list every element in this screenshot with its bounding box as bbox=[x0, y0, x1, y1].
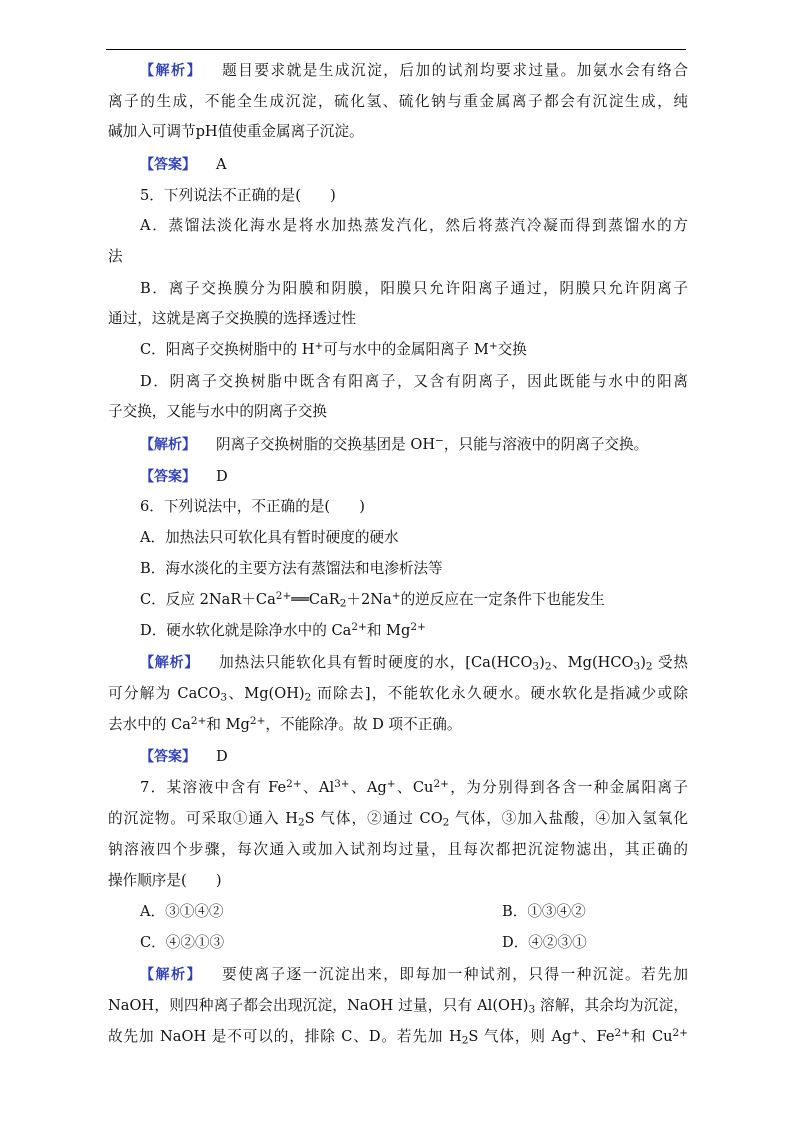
q7-analysis-line-2: NaOH，则四种离子都会出现沉淀，NaOH 过量，只有 $Al(OH)_3$ 溶解，其余均为沉淀， bbox=[108, 997, 689, 1016]
q6-analysis-line-2: 可分解为 CaCO$_3$、$Mg(OH)_2$ 而除去]，不能软化永久硬水。硬水软化是指减少或除 bbox=[108, 685, 688, 704]
q7-option-d: D．④②③① bbox=[502, 934, 587, 951]
q7-stem-line-4: 操作顺序是( ) bbox=[108, 872, 222, 889]
analysis-tag: 【解析】 bbox=[140, 655, 200, 671]
q7-stem-line-2: 的沉淀物。可采取①通入 $H_2S$ 气体，②通过 $CO_2$ 气体，③加入盐酸，④加入氢氧化 bbox=[108, 810, 688, 829]
header-rule bbox=[106, 49, 686, 50]
answer-tag: 【答案】 bbox=[140, 157, 196, 173]
answer-value: A bbox=[216, 156, 227, 173]
q7-stem-line-1: 7．某溶液中含有 $Fe^{2+}$、$Al^{3+}$、Ag+、$Cu^{2+}$，为分别得到各含一种金属阳离子 bbox=[140, 777, 688, 796]
q5-option-b-line-2: 通过，这就是离子交换膜的选择透过性 bbox=[108, 310, 357, 327]
q7-analysis-line-1: 【解析】 要使离子逐一沉淀出来，即每加一种试剂，只得一种沉淀。若先加 bbox=[140, 966, 689, 983]
q7-option-a: A．③①④② bbox=[140, 903, 224, 920]
q5-analysis: 【解析】 阴离子交换树脂的交换基团是 OH−，只能与溶液中的阴离子交换。 bbox=[140, 434, 649, 453]
q5-option-d-line-2: 子交换，又能与水中的阴离子交换 bbox=[108, 403, 327, 420]
q5-option-c: C．阳离子交换树脂中的 H+可与水中的金属阳离子 M+交换 bbox=[140, 339, 527, 358]
analysis-tag: 【解析】 bbox=[140, 63, 203, 79]
q7-option-b: B．①③④② bbox=[502, 903, 586, 920]
q7-options-row-1 bbox=[140, 902, 688, 922]
answer-value: D bbox=[216, 468, 228, 485]
q6-option-d: D．硬水软化就是除净水中的 $Ca^{2+}$和 $Mg^{2+}$ bbox=[140, 620, 426, 639]
q4-answer bbox=[140, 155, 688, 175]
analysis-tag: 【解析】 bbox=[140, 437, 196, 453]
q5-answer bbox=[140, 467, 688, 487]
q5-stem: 5．下列说法不正确的是( ) bbox=[140, 187, 336, 204]
q6-option-a: A．加热法只可软化具有暂时硬度的硬水 bbox=[140, 529, 399, 546]
answer-value: D bbox=[216, 748, 228, 765]
q6-stem: 6．下列说法中，不正确的是( ) bbox=[140, 498, 365, 515]
answer-tag: 【答案】 bbox=[140, 469, 196, 485]
q5-option-d-line-1: D．阴离子交换树脂中既含有阳离子，又含有阴离子，因此既能与水中的阳离 bbox=[140, 373, 688, 390]
q7-analysis-line-3: 故先加 NaOH 是不可以的，排除 C、D。若先加 $H_2S$ 气体，则 Ag+、$Fe^{2+}$和 $Cu^{2+}$ bbox=[108, 1026, 688, 1047]
q4-analysis-line-3: 碱加入可调节pH值使重金属离子沉淀。 bbox=[108, 123, 364, 140]
q6-answer bbox=[140, 747, 688, 767]
q7-options-row-2 bbox=[140, 933, 688, 953]
q5-option-a-line-1: A．蒸馏法淡化海水是将水加热蒸发汽化，然后将蒸汽冷凝而得到蒸馏水的方 bbox=[140, 217, 688, 234]
q5-option-b-line-1: B．离子交换膜分为阳膜和阴膜，阳膜只允许阳离子通过，阴膜只允许阴离子 bbox=[140, 280, 688, 297]
q4-analysis-line-2: 离子的生成，不能全生成沉淀，硫化氢、硫化钠与重金属离子都会有沉淀生成，纯 bbox=[108, 93, 688, 110]
analysis-tag: 【解析】 bbox=[140, 967, 203, 983]
q6-analysis-line-3: 去水中的 $Ca^{2+}$和 $Mg^{2+}$，不能除净。故 D 项不正确。 bbox=[108, 714, 462, 733]
q6-analysis-line-1: 【解析】 加热法只能软化具有暂时硬度的水，[$Ca(HCO_3)_2$、$Mg(HCO_3)_2$ 受热 bbox=[140, 654, 689, 673]
q6-option-b: B．海水淡化的主要方法有蒸馏法和电渗析法等 bbox=[140, 560, 443, 577]
q4-analysis-line-1: 【解析】 题目要求就是生成沉淀，后加的试剂均要求过量。加氨水会有络合 bbox=[140, 62, 689, 79]
q7-option-c: C．④②①③ bbox=[140, 934, 225, 951]
q7-stem-line-3: 钠溶液四个步骤，每次通入或加入试剂均过量，且每次都把沉淀物滤出，其正确的 bbox=[108, 841, 688, 858]
answer-tag: 【答案】 bbox=[140, 749, 196, 765]
q6-option-c: C．反应 $2NaR+Ca^{2+}══CaR_2+2Na^+$的逆反应在一定条件下也能发生 bbox=[140, 589, 605, 610]
q5-option-a-line-2: 法 bbox=[108, 248, 123, 265]
